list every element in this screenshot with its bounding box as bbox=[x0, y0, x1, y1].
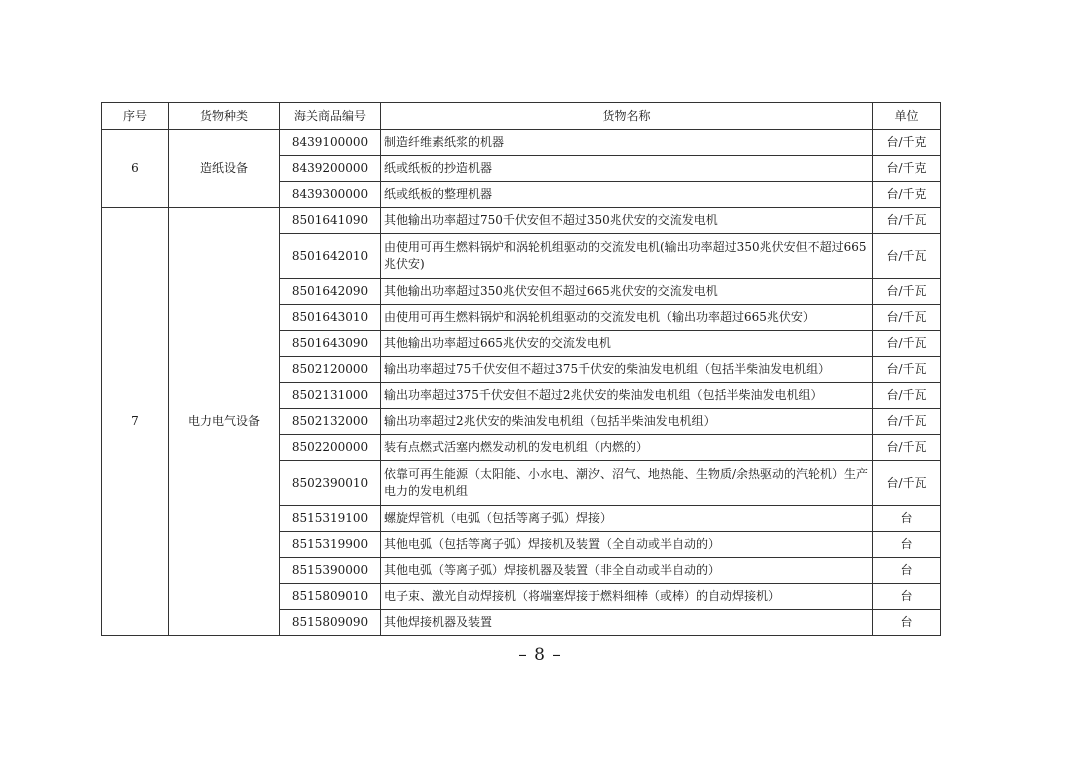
cell-code: 8502390010 bbox=[280, 461, 381, 506]
cell-unit: 台/千瓦 bbox=[873, 234, 941, 279]
cell-unit: 台/千瓦 bbox=[873, 305, 941, 331]
cell-code: 8501643010 bbox=[280, 305, 381, 331]
cell-unit: 台 bbox=[873, 610, 941, 636]
cell-code: 8439200000 bbox=[280, 156, 381, 182]
cell-unit: 台/千瓦 bbox=[873, 383, 941, 409]
cell-name: 其他电弧（包括等离子弧）焊接机及装置（全自动或半自动的） bbox=[381, 532, 873, 558]
cell-code: 8515319100 bbox=[280, 506, 381, 532]
header-category: 货物种类 bbox=[169, 103, 280, 130]
cell-code: 8515390000 bbox=[280, 558, 381, 584]
cell-code: 8502132000 bbox=[280, 409, 381, 435]
cell-code: 8501643090 bbox=[280, 331, 381, 357]
cell-name: 其他焊接机器及装置 bbox=[381, 610, 873, 636]
cell-unit: 台/千克 bbox=[873, 130, 941, 156]
page-number: – 8 – bbox=[518, 645, 562, 665]
cell-unit: 台 bbox=[873, 558, 941, 584]
cell-code: 8501641090 bbox=[280, 208, 381, 234]
cell-code: 8502120000 bbox=[280, 357, 381, 383]
cell-name: 输出功率超过75千伏安但不超过375千伏安的柴油发电机组（包括半柴油发电机组） bbox=[381, 357, 873, 383]
cell-name: 制造纤维素纸浆的机器 bbox=[381, 130, 873, 156]
cell-code: 8501642010 bbox=[280, 234, 381, 279]
cell-seq: 7 bbox=[102, 208, 169, 636]
cell-name: 由使用可再生燃料锅炉和涡轮机组驱动的交流发电机(输出功率超过350兆伏安但不超过665兆伏安) bbox=[381, 234, 873, 279]
cell-unit: 台/千瓦 bbox=[873, 279, 941, 305]
cell-unit: 台 bbox=[873, 584, 941, 610]
table-row bbox=[102, 208, 941, 234]
table-body bbox=[102, 130, 941, 636]
cell-name: 其他输出功率超过750千伏安但不超过350兆伏安的交流发电机 bbox=[381, 208, 873, 234]
goods-table bbox=[101, 102, 941, 636]
cell-code: 8501642090 bbox=[280, 279, 381, 305]
cell-unit: 台/千克 bbox=[873, 182, 941, 208]
cell-unit: 台/千瓦 bbox=[873, 208, 941, 234]
cell-name: 其他电弧（等离子弧）焊接机器及装置（非全自动或半自动的） bbox=[381, 558, 873, 584]
cell-name: 输出功率超过375千伏安但不超过2兆伏安的柴油发电机组（包括半柴油发电机组） bbox=[381, 383, 873, 409]
cell-unit: 台 bbox=[873, 506, 941, 532]
cell-unit: 台/千瓦 bbox=[873, 409, 941, 435]
cell-unit: 台/千瓦 bbox=[873, 331, 941, 357]
cell-code: 8439300000 bbox=[280, 182, 381, 208]
cell-name: 其他输出功率超过665兆伏安的交流发电机 bbox=[381, 331, 873, 357]
cell-unit: 台/千瓦 bbox=[873, 461, 941, 506]
table-header-row bbox=[102, 103, 941, 130]
cell-code: 8515319900 bbox=[280, 532, 381, 558]
cell-name: 依靠可再生能源（太阳能、小水电、潮汐、沼气、地热能、生物质/余热驱动的汽轮机）生产电力的发电机组 bbox=[381, 461, 873, 506]
cell-name: 螺旋焊管机（电弧（包括等离子弧）焊接） bbox=[381, 506, 873, 532]
cell-category: 电力电气设备 bbox=[169, 208, 280, 636]
cell-unit: 台/千克 bbox=[873, 156, 941, 182]
cell-unit: 台 bbox=[873, 532, 941, 558]
cell-code: 8502131000 bbox=[280, 383, 381, 409]
cell-name: 由使用可再生燃料锅炉和涡轮机组驱动的交流发电机（输出功率超过665兆伏安） bbox=[381, 305, 873, 331]
table-row bbox=[102, 130, 941, 156]
cell-name: 输出功率超过2兆伏安的柴油发电机组（包括半柴油发电机组） bbox=[381, 409, 873, 435]
cell-code: 8515809090 bbox=[280, 610, 381, 636]
cell-name: 装有点燃式活塞内燃发动机的发电机组（内燃的） bbox=[381, 435, 873, 461]
header-name: 货物名称 bbox=[381, 103, 873, 130]
cell-name: 纸或纸板的整理机器 bbox=[381, 182, 873, 208]
cell-code: 8502200000 bbox=[280, 435, 381, 461]
cell-name: 其他输出功率超过350兆伏安但不超过665兆伏安的交流发电机 bbox=[381, 279, 873, 305]
header-unit: 单位 bbox=[873, 103, 941, 130]
cell-unit: 台/千瓦 bbox=[873, 435, 941, 461]
cell-code: 8439100000 bbox=[280, 130, 381, 156]
header-seq: 序号 bbox=[102, 103, 169, 130]
cell-category: 造纸设备 bbox=[169, 130, 280, 208]
cell-code: 8515809010 bbox=[280, 584, 381, 610]
cell-unit: 台/千瓦 bbox=[873, 357, 941, 383]
header-code: 海关商品编号 bbox=[280, 103, 381, 130]
cell-name: 纸或纸板的抄造机器 bbox=[381, 156, 873, 182]
cell-name: 电子束、激光自动焊接机（将端塞焊接于燃料细棒（或棒）的自动焊接机） bbox=[381, 584, 873, 610]
cell-seq: 6 bbox=[102, 130, 169, 208]
